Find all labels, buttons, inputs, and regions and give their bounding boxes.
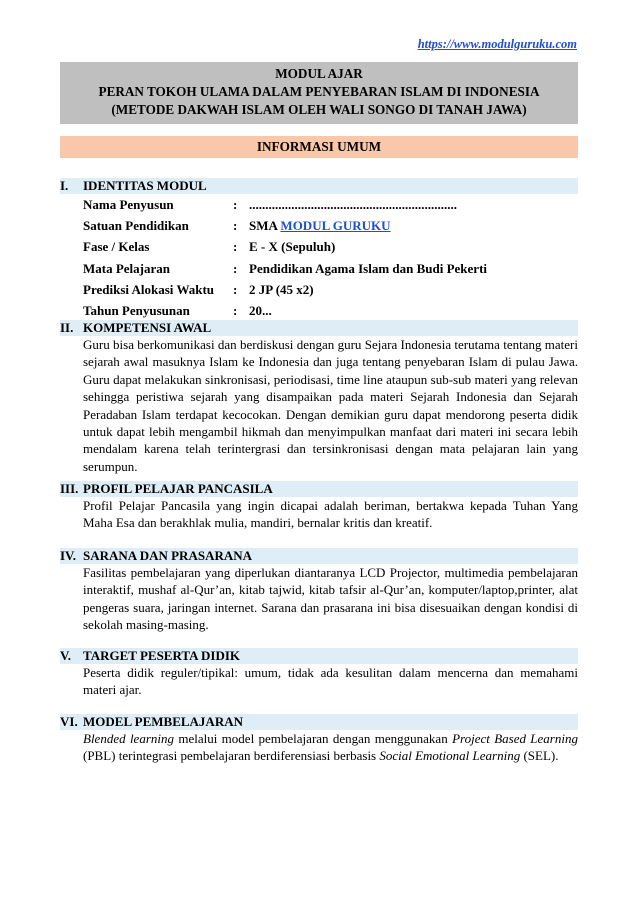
section-identitas [60, 178, 578, 321]
info-header: INFORMASI UMUM [60, 136, 578, 158]
text-normal: (PBL) terintegrasi pembelajaran berdiferensiasi berbasis [83, 748, 380, 764]
identity-value: 20... [249, 302, 272, 318]
identity-value: Pendidikan Agama Islam dan Budi Pekerti [249, 260, 488, 276]
section-body: Peserta didik reguler/tipikal: umum, tidak ada kesulitan dalam mencerna dan memahami materi ajar. [83, 665, 578, 698]
section-body [83, 730, 578, 765]
identity-colon: : [233, 281, 238, 297]
section-number: III. [60, 481, 79, 496]
identity-value: E - X (Sepuluh) [249, 239, 336, 255]
section-heading [60, 714, 578, 730]
section-heading [60, 320, 578, 336]
identity-colon: : [233, 239, 238, 255]
identity-value: 2 JP (45 x2) [249, 281, 314, 297]
text-italic: Blended learning [83, 731, 174, 746]
section-heading [60, 548, 578, 564]
section-heading [60, 178, 578, 194]
section-number: VI. [60, 714, 78, 729]
identity-label: Satuan Pendidikan [83, 218, 189, 234]
school-link[interactable]: MODUL GURUKU [280, 218, 391, 234]
website-link[interactable]: https://www.modulguruku.com [417, 37, 577, 51]
section-title: PROFIL PELAJAR PANCASILA [83, 481, 273, 496]
identity-colon: : [233, 260, 238, 276]
text-normal: melalui model pembelajaran dengan menggunakan [174, 731, 453, 746]
identity-row [83, 194, 578, 215]
section-target-peserta [60, 648, 578, 699]
identity-label: Fase / Kelas [83, 239, 150, 255]
title-line-2: PERAN TOKOH ULAMA DALAM PENYEBARAN ISLAM DI INDONESIA [98, 84, 540, 99]
section-number: I. [60, 178, 69, 193]
identity-colon: : [233, 197, 238, 212]
identity-colon: : [233, 218, 238, 234]
section-number: V. [60, 648, 71, 663]
section-title: IDENTITAS MODUL [83, 178, 207, 193]
text-normal: (SEL). [520, 748, 559, 764]
section-kompetensi-awal [60, 320, 578, 475]
section-model-pembelajaran [60, 714, 578, 765]
title-line-3: (METODE DAKWAH ISLAM OLEH WALI SONGO DI TANAH JAWA) [111, 102, 527, 117]
identity-label: Mata Pelajaran [83, 260, 171, 276]
identity-label: Nama Penyusun [83, 197, 174, 212]
identity-row [83, 215, 578, 236]
section-heading [60, 481, 578, 497]
text-italic: Social Emotional Learning [379, 748, 521, 764]
title-line-1: MODUL AJAR [275, 66, 363, 81]
section-title: MODEL PEMBELAJARAN [83, 714, 243, 729]
identity-table [83, 194, 578, 321]
section-title: KOMPETENSI AWAL [83, 320, 212, 335]
section-body: Profil Pelajar Pancasila yang ingin dicapai adalah beriman, bertakwa kepada Tuhan Yang Maha Esa dan berakhlak mulia, mandiri, bernalar kritis dan kreatif. [83, 498, 578, 531]
identity-value [249, 215, 578, 236]
identity-label: Prediksi Alokasi Waktu [83, 281, 215, 297]
identity-row [83, 236, 578, 257]
module-title-box [60, 62, 578, 124]
identity-row [83, 258, 578, 279]
text-italic: Project Based Learning [452, 731, 578, 746]
section-body: Guru bisa berkomunikasi dan berdiskusi dengan guru Sejara Indonesia terutama tentang materi sejarah awal masuknya Islam ke Indonesia dan juga tentang penyebaran Islam di pulau Jawa. Guru dapat melakukan sinkronisasi, periodisasi, time line ataupun sub-sub materi yang relevan sehingga peristiwa sejarah yang disampaikan pada materi Sejarah Indonesia dan Sejarah Peradaban Islam terdapat kecocokan. Dengan demikian guru dapat mendorong peserta didik untuk dapat lebih mengambil hikmah dan menyimpulkan manfaat dari materi ini secara lebih mendalam karena telah terintergrasi dan tersinkronisasi dengan mata pelajaran lain yang serumpun. [83, 337, 578, 474]
identity-label: Tahun Penyusunan [83, 302, 190, 318]
section-sarana-prasarana [60, 548, 578, 634]
section-body: Fasilitas pembelajaran yang diperlukan diantaranya LCD Projector, multimedia pembelajaran interaktif, mushaf al-Qur’an, kitab tajwid, kitab tafsir al-Qur’an, komputer/laptop,printer, alat pengeras suara, jaringan internet. Sarana dan prasarana ini bisa disesuaikan dengan kondisi di sekolah masing-masing. [83, 565, 578, 633]
identity-row [83, 279, 578, 300]
section-title: TARGET PESERTA DIDIK [83, 648, 241, 663]
section-profil-pancasila [60, 481, 578, 532]
identity-colon: : [233, 302, 238, 318]
school-prefix: SMA [249, 218, 281, 234]
section-title: SARANA DAN PRASARANA [83, 548, 253, 563]
identity-row [83, 300, 578, 321]
section-number: IV. [60, 548, 77, 563]
section-number: II. [60, 320, 74, 335]
identity-value: ................................................................ [249, 197, 457, 212]
section-heading [60, 648, 578, 664]
